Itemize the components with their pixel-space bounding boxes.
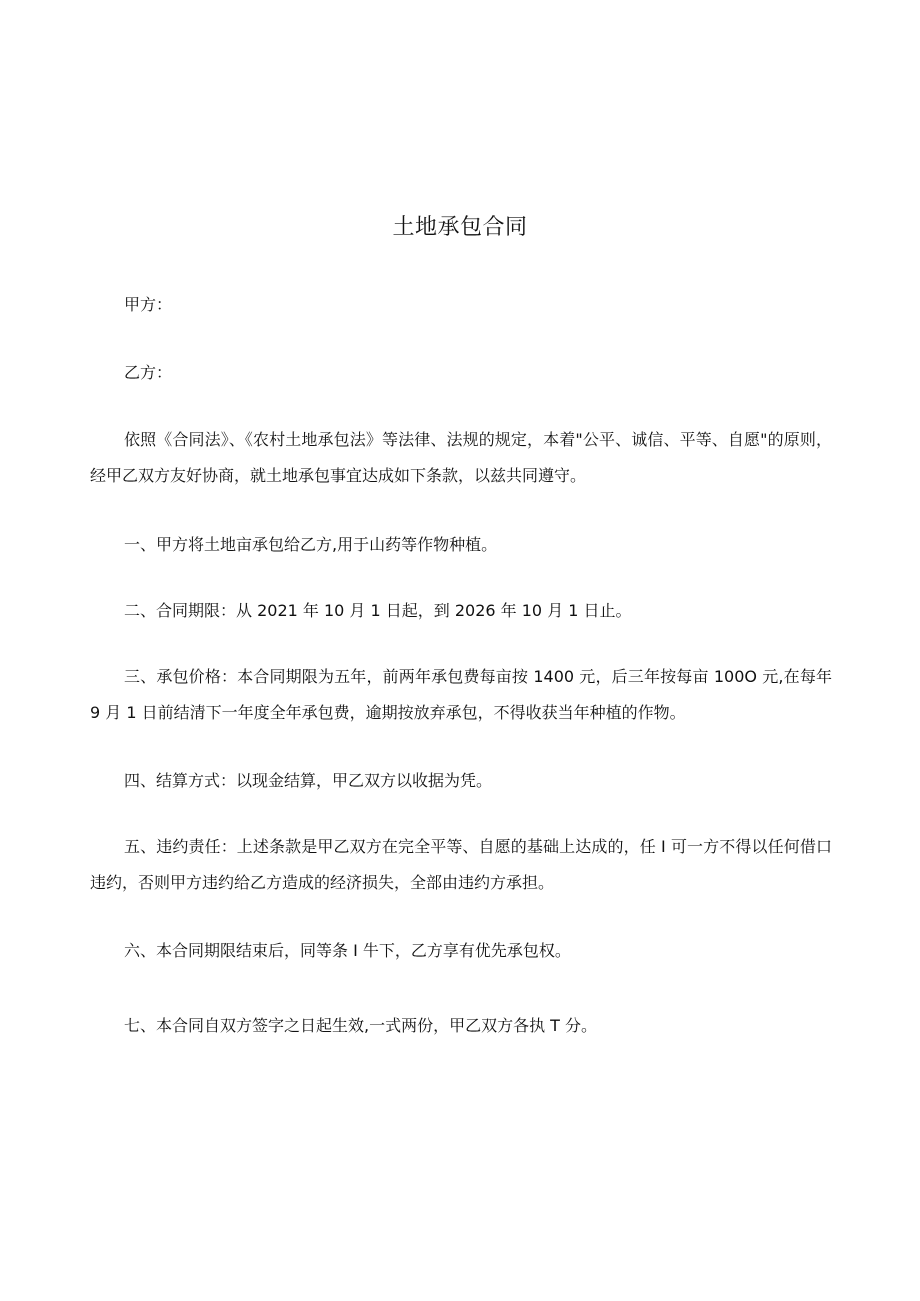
party-a-label: 甲方：: [124, 295, 173, 314]
clause-2: 二、合同期限：从 2021 年 10 月 1 日起，到 2026 年 10 月 1 日止。: [124, 601, 632, 620]
document-title: 土地承包合同: [392, 215, 528, 240]
clause-3: 三、承包价格：本合同期限为五年，前两年承包费每亩按 1400 元，后三年按每亩 100O 元,在每年 9 月 1 日前结清下一年度全年承包费，逾期按放弃承包，不得收获当年种植的作物。: [90, 667, 832, 722]
clause-4: 四、结算方式：以现金结算，甲乙双方以收据为凭。: [124, 771, 493, 790]
clause-6: 六、本合同期限结束后，同等条 I 牛下，乙方享有优先承包权。: [124, 941, 571, 960]
clause-1: 一、甲方将土地亩承包给乙方,用于山药等作物种植。: [124, 535, 498, 554]
party-b-label: 乙方：: [124, 363, 173, 382]
clause-7: 七、本合同自双方签字之日起生效,一式两份，甲乙双方各执 T 分。: [124, 1016, 598, 1035]
clause-5: 五、违约责任：上述条款是甲乙双方在完全平等、自愿的基础上达成的，任 I 可一方不得以任何借口违约，否则甲方违约给乙方造成的经济损失，全部由违约方承担。: [90, 837, 832, 892]
intro-paragraph: 依照《合同法》、《农村土地承包法》等法律、法规的规定，本着"公平、诚信、平等、自愿"的原则，经甲乙双方友好协商，就土地承包事宜达成如下条款，以兹共同遵守。: [90, 430, 832, 485]
